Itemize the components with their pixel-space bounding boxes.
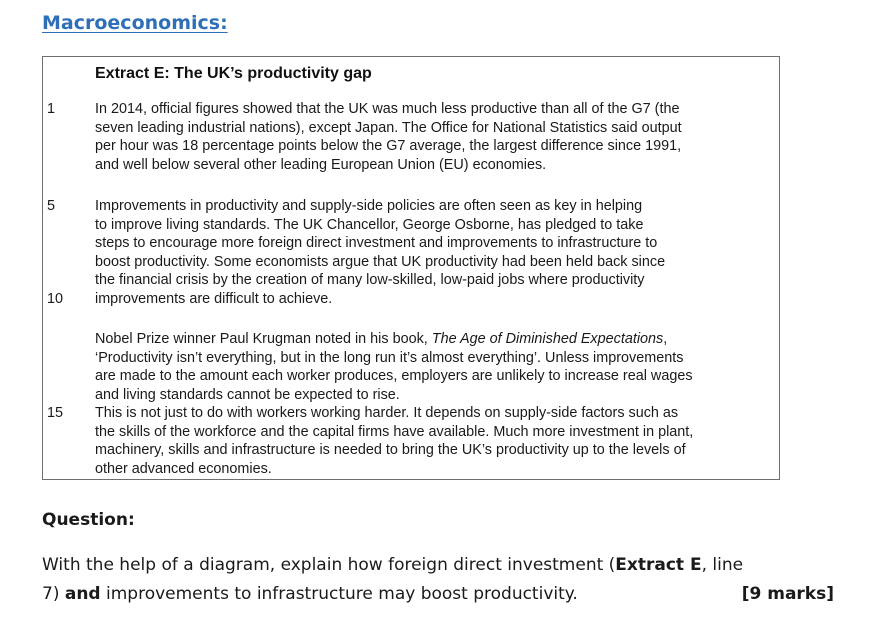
- question-text-line-1: [42, 553, 842, 577]
- text-line: steps to encourage more foreign direct investment and improvements to infrastructure to: [95, 235, 658, 251]
- text-line: machinery, skills and infrastructure is needed to bring the UK’s productivity up to the levels of: [95, 442, 686, 458]
- text-line: This is not just to do with workers working harder. It depends on supply-side factors such as: [95, 405, 679, 421]
- question-text-line-2: [42, 582, 842, 606]
- text-fragment: ,: [663, 331, 668, 347]
- text-line: Improvements in productivity and supply-side policies are often seen as key in helping: [95, 198, 643, 214]
- extract-paragraph-2: [95, 197, 779, 308]
- text-fragment: , line: [701, 555, 744, 575]
- text-fragment: improvements to infrastructure may boost productivity.: [100, 584, 578, 604]
- text-line: the skills of the workforce and the capital firms have available. Much more investment in plant,: [95, 423, 694, 440]
- text-line: are made to the amount each worker produces, employers are unlikely to increase real wages: [95, 368, 693, 384]
- page-heading: Macroeconomics:: [42, 12, 228, 34]
- text-line: In 2014, official figures showed that the UK was much less productive than all of the G7 (the: [95, 101, 680, 117]
- text-line: to improve living standards. The UK Chancellor, George Osborne, has pledged to take: [95, 216, 644, 233]
- question-label: Question:: [42, 510, 135, 530]
- book-title: The Age of Diminished Expectations: [431, 331, 664, 347]
- text-line: seven leading industrial nations), except Japan. The Office for National Statistics said output: [95, 119, 682, 136]
- line-number: 1: [47, 101, 56, 117]
- text-line: [95, 330, 779, 349]
- extract-title: Extract E: The UK’s productivity gap: [95, 65, 372, 82]
- line-number: 5: [47, 198, 56, 214]
- text-line: improvements are difficult to achieve.: [95, 290, 333, 307]
- text-line: other advanced economies.: [95, 460, 272, 477]
- marks-label: [9 marks]: [741, 584, 834, 604]
- text-line: and well below several other leading European Union (EU) economies.: [95, 156, 547, 173]
- bold-fragment: Extract E: [615, 555, 702, 575]
- bold-fragment: and: [64, 584, 101, 604]
- text-line: per hour was 18 percentage points below the G7 average, the largest difference since 1991,: [95, 138, 682, 154]
- extract-paragraph-1: [95, 100, 779, 174]
- text-fragment: Nobel Prize winner Paul Krugman noted in his book,: [95, 331, 432, 347]
- text-fragment: With the help of a diagram, explain how foreign direct investment (: [42, 555, 616, 575]
- extract-box: [42, 56, 780, 480]
- text-line: ‘Productivity isn’t everything, but in the long run it’s almost everything’. Unless improvements: [95, 349, 684, 366]
- extract-paragraph-3: [95, 330, 779, 478]
- text-line: and living standards cannot be expected to rise.: [95, 386, 400, 403]
- text-line: the financial crisis by the creation of many low-skilled, low-paid jobs where productivity: [95, 272, 645, 288]
- line-number: 15: [47, 405, 64, 421]
- line-number: 10: [47, 291, 64, 307]
- text-line: boost productivity. Some economists argue that UK productivity had been held back since: [95, 253, 666, 270]
- text-fragment: 7): [42, 584, 65, 604]
